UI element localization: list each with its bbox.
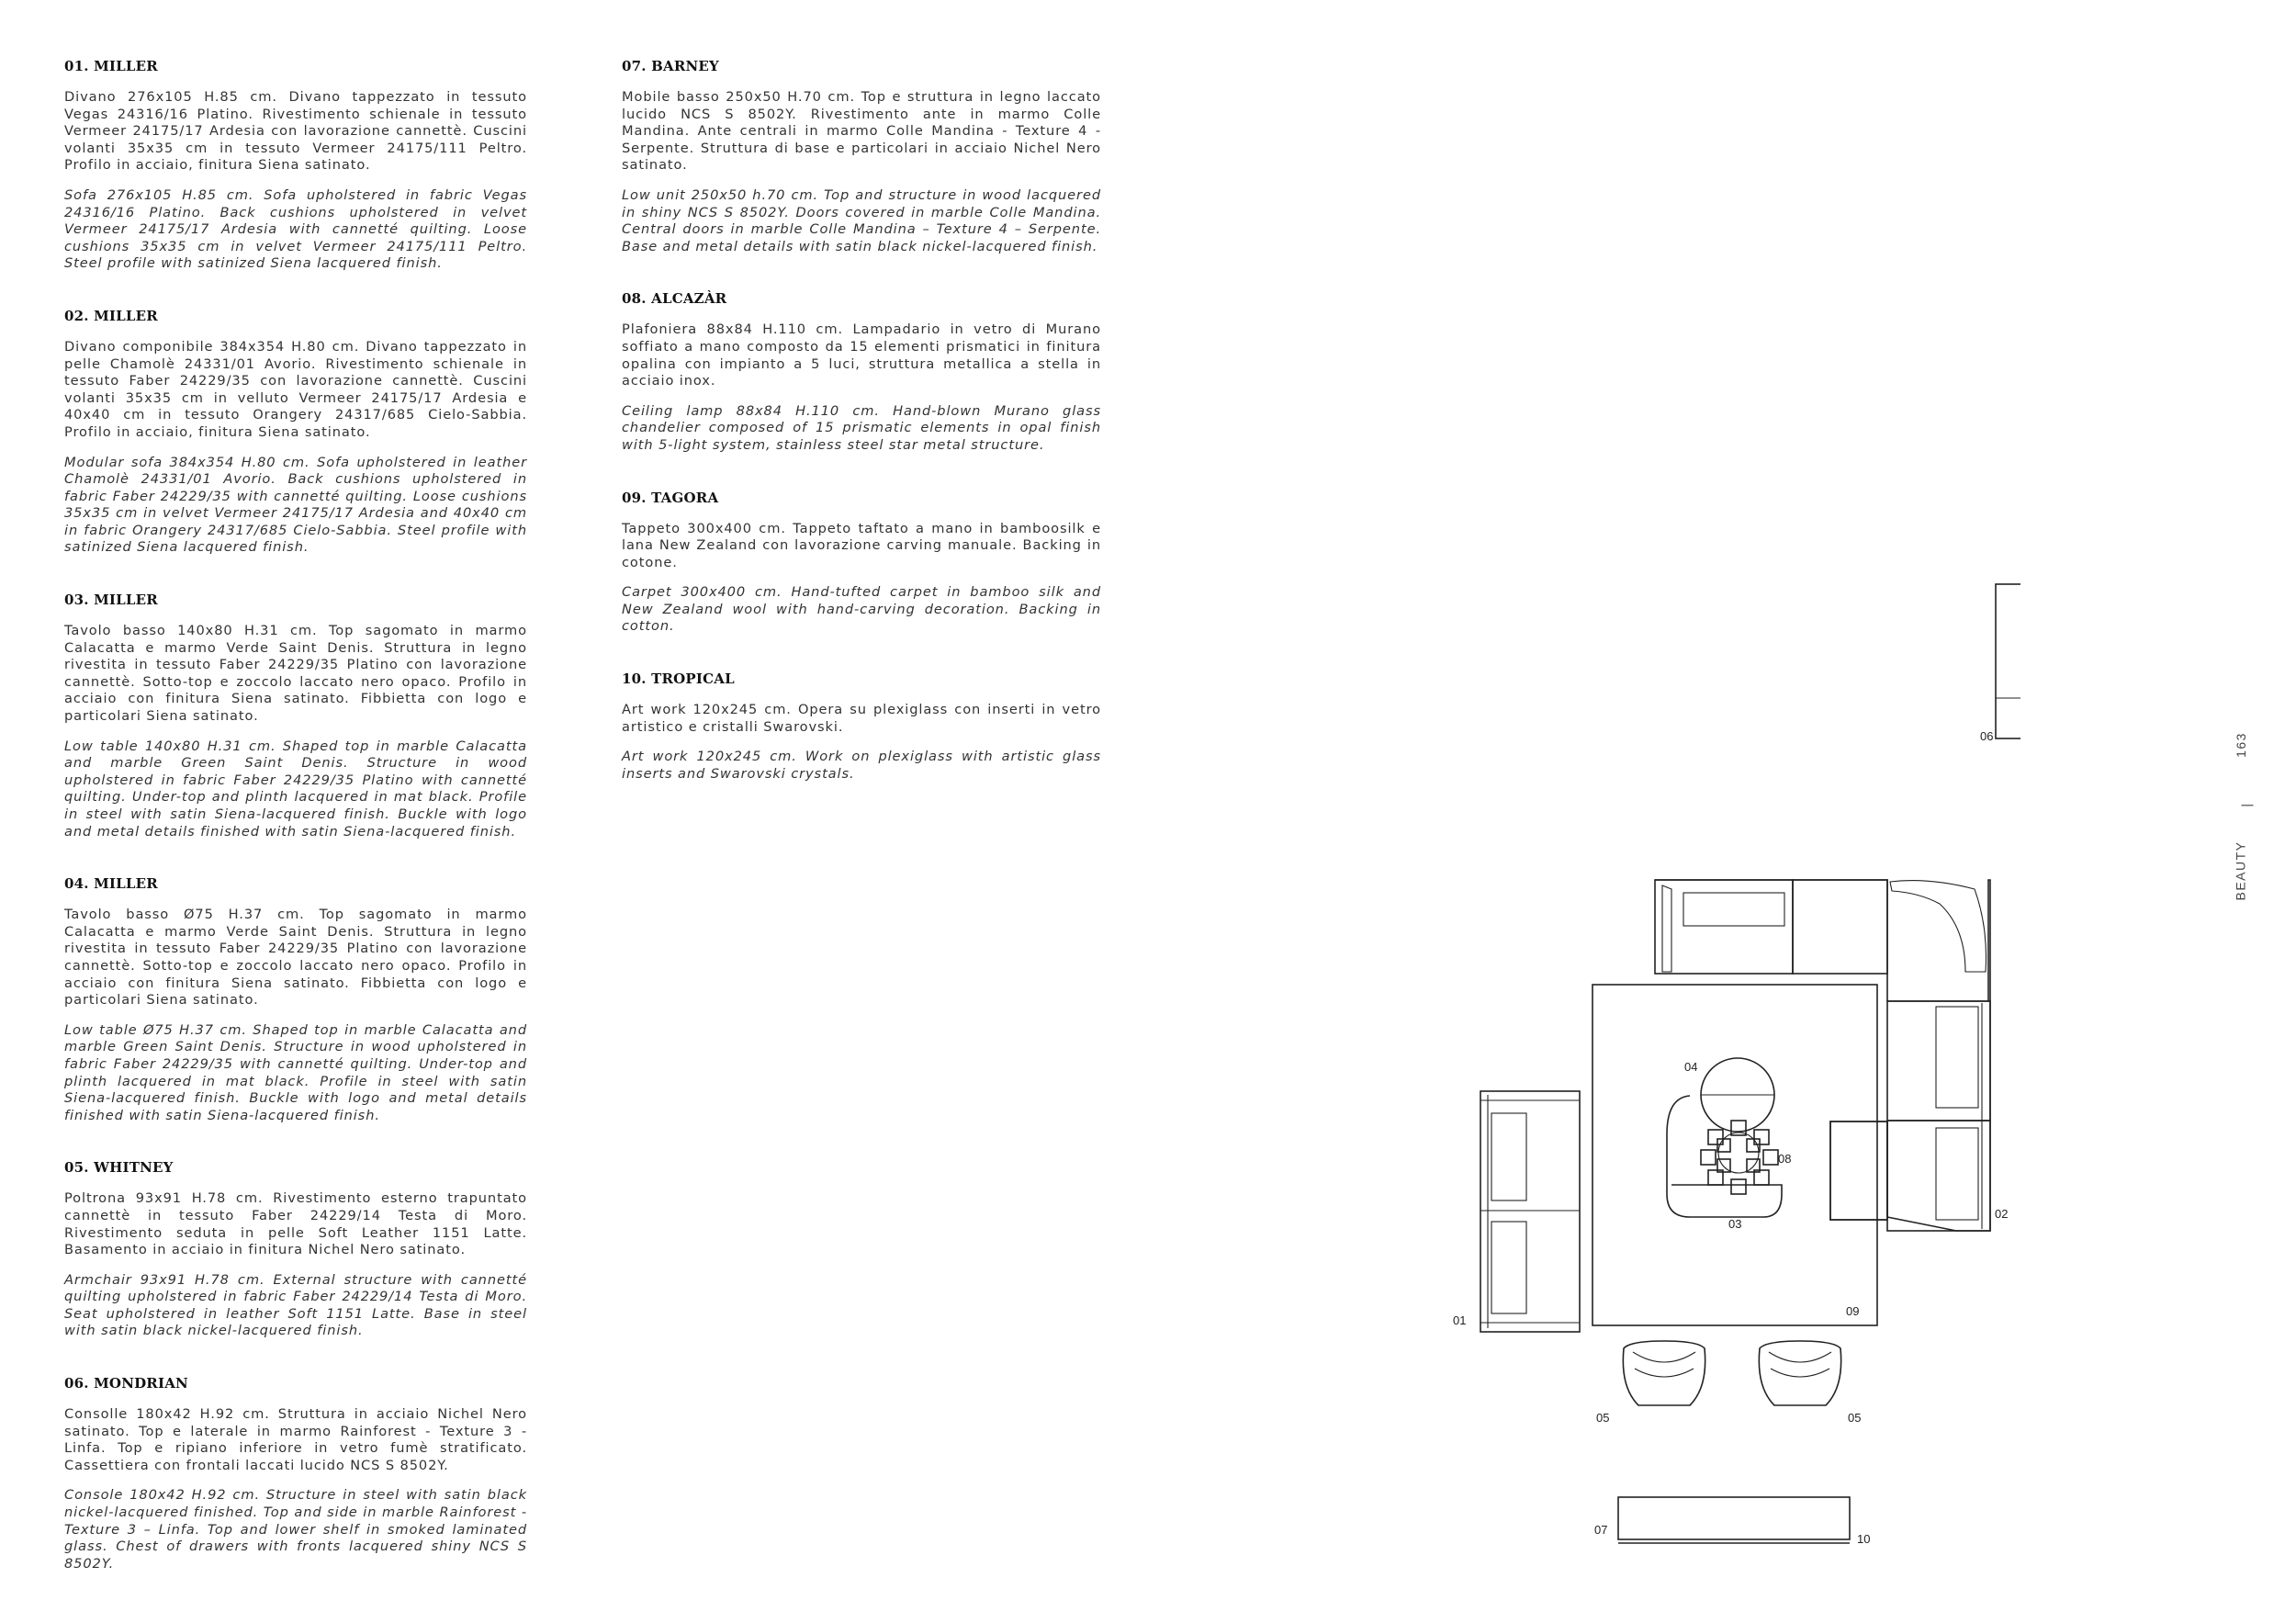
entry-text-italian: Tavolo basso Ø75 H.37 cm. Top sagomato in marmo Calacatta e marmo Verde Saint Denis. Struttura in legno rivestita in tessuto Faber 24229/35 Platino con lavorazione cannettè. Sotto-top e zoccolo laccato nero opaco. Profilo in acciaio con finitura Siena satinato. Fibbietta con logo e particolari Siena satinato.: [64, 907, 527, 1009]
entry-title: 04. MILLER: [64, 875, 158, 893]
entry-04-miller: [64, 874, 527, 1124]
entry-title: 09. TAGORA: [622, 489, 719, 506]
entry-07-barney: [622, 57, 1101, 255]
description-column-left: [64, 57, 527, 1606]
entry-text-english: Modular sofa 384x354 H.80 cm. Sofa upholstered in leather Chamolè 24331/01 Avorio. Back cushions upholstered in fabric Faber 24229/35 with cannetté quilting. Loose cushions 35x35 cm in velvet Vermeer 24175/17 Ardesia and 40x40 cm in fabric Orangery 24317/685 Cielo-Sabbia. Steel profile with satinized Siena lacquered finish.: [64, 454, 527, 556]
plan-label-05-right: 05: [1848, 1411, 1862, 1425]
plan-label-05-left: 05: [1596, 1411, 1610, 1425]
plan-label-10: 10: [1857, 1532, 1871, 1546]
plan-label-06: 06: [1980, 729, 1994, 743]
page-number: 163: [2233, 732, 2248, 758]
entry-text-italian: Tavolo basso 140x80 H.31 cm. Top sagomato in marmo Calacatta e marmo Verde Saint Denis. Struttura in legno rivestita in tessuto Faber 24229/35 Platino con lavorazione cannettè. Sotto-top e zoccolo laccato nero opaco. Profilo in acciaio con finitura Siena satinato. Fibbietta con logo e particolari Siena satinato.: [64, 623, 527, 725]
entry-08-alcazar: [622, 289, 1101, 454]
entry-text-english: Low table 140x80 H.31 cm. Shaped top in marble Calacatta and marble Green Saint Denis. Structure in wood upholstered in fabric Faber 24229/35 Platino with cannetté quilting. Under-top and plinth lacquered in mat black. Profile in steel with satin Siena-lacquered finish. Buckle with logo and metal details finished with satin Siena-lacquered finish.: [64, 738, 527, 840]
plan-armchair-05-left: [1623, 1341, 1705, 1405]
entry-02-miller: [64, 307, 527, 557]
entry-03-miller: [64, 591, 527, 840]
entry-10-tropical: [622, 670, 1101, 783]
entry-title: 10. TROPICAL: [622, 671, 735, 688]
entry-text-italian: Consolle 180x42 H.92 cm. Struttura in acciaio Nichel Nero satinato. Top e laterale in marmo Rainforest - Texture 3 - Linfa. Top e ripiano inferiore in vetro fumè stratificato. Cassettiera con frontali laccati lucido NCS S 8502Y.: [64, 1406, 527, 1473]
entry-text-italian: Tappeto 300x400 cm. Tappeto taftato a mano in bamboosilk e lana New Zealand con lavorazione carving manuale. Backing in cotone.: [622, 520, 1101, 570]
entry-text-english: Console 180x42 H.92 cm. Structure in steel with satin black nickel-lacquered finished. Top and side in marble Rainforest - Texture 3 – Linfa. Top and lower shelf in smoked laminated glass. Chest of drawers with fronts lacquered shiny NCS S 8502Y.: [64, 1487, 527, 1572]
entry-09-tagora: [622, 489, 1101, 637]
plan-label-04: 04: [1684, 1060, 1698, 1074]
entry-01-miller: [64, 57, 527, 273]
entry-title: 08. ALCAZÀR: [622, 290, 727, 308]
entry-title: 05. WHITNEY: [64, 1159, 174, 1177]
entry-text-english: Low table Ø75 H.37 cm. Shaped top in marble Calacatta and marble Green Saint Denis. Structure in wood upholstered in fabric Faber 24229/35 with cannetté quilting. Under-top and plinth lacquered in mat black. Profile in steel with satin Siena-lacquered finish. Buckle with logo and metal details finished with satin Siena-lacquered finish.: [64, 1021, 527, 1123]
entry-text-italian: Divano 276x105 H.85 cm. Divano tappezzato in tessuto Vegas 24316/16 Platino. Rivestimento schienale in tessuto Vermeer 24175/17 Ardesia con lavorazione cannettè. Cuscini volanti 35x35 cm in tessuto Vermeer 24175/111 Peltro. Profilo in acciaio, finitura Siena satinato.: [64, 89, 527, 174]
floor-plan-diagram: [1433, 569, 2020, 1561]
entry-text-english: Sofa 276x105 H.85 cm. Sofa upholstered in fabric Vegas 24316/16 Platino. Back cushions upholstered in velvet Vermeer 24175/17 Ardesia with cannetté quilting. Loose cushions 35x35 cm in velvet Vermeer 24175/111 Peltro. Steel profile with satinized Siena lacquered finish.: [64, 186, 527, 272]
entry-text-italian: Divano componibile 384x354 H.80 cm. Divano tappezzato in pelle Chamolè 24331/01 Avorio. Rivestimento schienale in tessuto Faber 24229/35 con lavorazione cannettè. Cuscini volanti 35x35 cm in velluto Vermeer 24175/17 Ardesia e 40x40 cm in tessuto Orangery 24317/685 Cielo-Sabbia. Profilo in acciaio, finitura Siena satinato.: [64, 338, 527, 440]
plan-label-07: 07: [1594, 1523, 1608, 1537]
page-separator: |: [2238, 802, 2254, 807]
entry-text-english: Carpet 300x400 cm. Hand-tufted carpet in bamboo silk and New Zealand wool with hand-carving decoration. Backing in cotton.: [622, 584, 1101, 635]
entry-title: 06. MONDRIAN: [64, 1375, 188, 1392]
plan-console-06: [1996, 584, 2020, 738]
entry-title: 03. MILLER: [64, 592, 158, 609]
entry-text-italian: Mobile basso 250x50 H.70 cm. Top e struttura in legno laccato lucido NCS S 8502Y. Rivestimento ante in marmo Colle Mandina. Ante centrali in marmo Colle Mandina - Texture 4 - Serpente. Struttura di base e particolari in acciaio Nichel Nero satinato.: [622, 89, 1101, 174]
plan-label-09: 09: [1846, 1304, 1860, 1318]
entry-text-italian: Plafoniera 88x84 H.110 cm. Lampadario in vetro di Murano soffiato a mano composto da 15 elementi prismatici in finitura opalina con impianto a 5 luci, struttura metallica a stella in acciaio inox.: [622, 321, 1101, 389]
entry-text-italian: Art work 120x245 cm. Opera su plexiglass con inserti in vetro artistico e cristalli Swarovski.: [622, 702, 1101, 735]
entry-05-whitney: [64, 1158, 527, 1340]
plan-sofa-01: [1480, 1091, 1580, 1332]
plan-label-03: 03: [1728, 1217, 1742, 1231]
plan-carpet-09: [1593, 985, 1877, 1325]
entry-title: 02. MILLER: [64, 307, 158, 324]
plan-low-unit-07: [1618, 1497, 1850, 1543]
plan-armchair-05-right: [1759, 1341, 1840, 1405]
entry-title: 01. MILLER: [64, 58, 158, 74]
section-label: BEAUTY: [2233, 840, 2248, 901]
entry-title: 07. BARNEY: [622, 58, 719, 74]
plan-label-02: 02: [1995, 1207, 2009, 1221]
plan-sofa-02: [1655, 880, 1990, 1231]
entry-text-english: Armchair 93x91 H.78 cm. External structure with cannetté quilting upholstered in fabric Faber 24229/14 Testa di Moro. Seat upholstered in leather Soft 1151 Latte. Base in steel with satin black nickel-lacquered finish.: [64, 1271, 527, 1339]
plan-label-08: 08: [1778, 1152, 1792, 1166]
plan-low-table-03: [1667, 1096, 1782, 1217]
entry-text-english: Ceiling lamp 88x84 H.110 cm. Hand-blown Murano glass chandelier composed of 15 prismatic elements in opal finish with 5-light system, stainless steel star metal structure.: [622, 402, 1101, 453]
entry-text-english: Art work 120x245 cm. Work on plexiglass with artistic glass inserts and Swarovski crystals.: [622, 749, 1101, 782]
description-column-right: [622, 57, 1101, 817]
entry-06-mondrian: [64, 1374, 527, 1572]
entry-text-english: Low unit 250x50 h.70 cm. Top and structure in wood lacquered in shiny NCS S 8502Y. Doors covered in marble Colle Mandina. Central doors in marble Colle Mandina – Texture 4 – Serpente. Base and metal details with satin black nickel-lacquered finish.: [622, 186, 1101, 254]
entry-text-italian: Poltrona 93x91 H.78 cm. Rivestimento esterno trapuntato cannettè in tessuto Faber 24229/14 Testa di Moro. Rivestimento seduta in pelle Soft Leather 1151 Latte. Basamento in acciaio in finitura Nichel Nero satinato.: [64, 1190, 527, 1258]
plan-label-01: 01: [1453, 1313, 1467, 1327]
